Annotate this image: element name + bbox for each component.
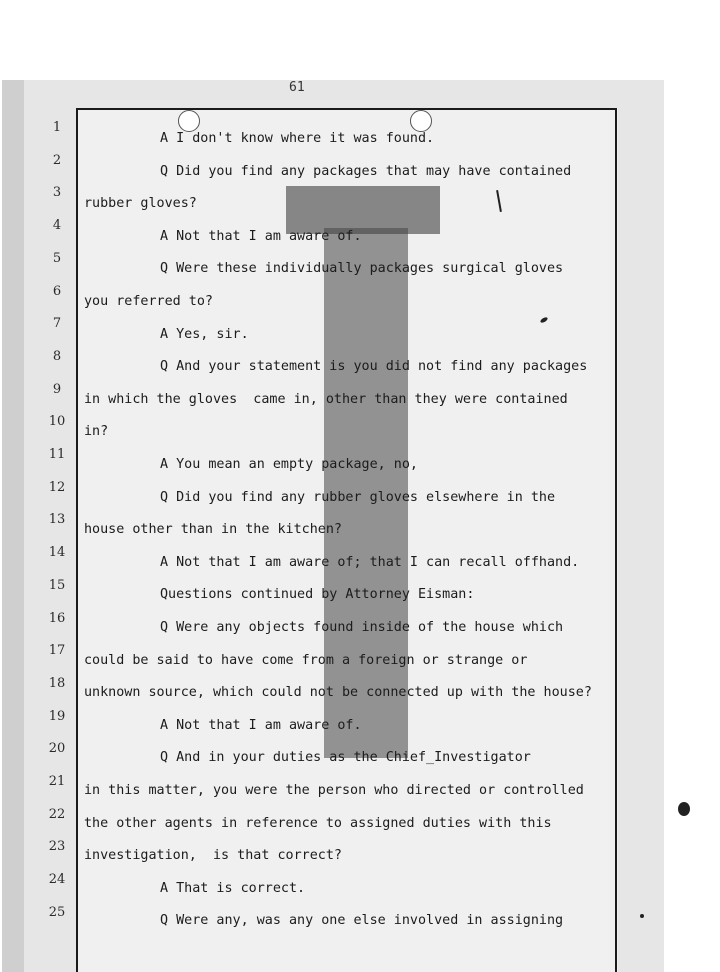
line-number: 3 xyxy=(52,185,62,201)
line-number: 23 xyxy=(48,839,66,855)
punch-hole-left xyxy=(178,110,200,132)
line-number: 22 xyxy=(48,806,66,822)
transcript-line: Questions continued by Attorney Eisman: xyxy=(160,587,475,603)
punch-hole-right xyxy=(410,110,432,132)
transcript-line: A You mean an empty package, no, xyxy=(160,457,418,472)
transcript-line: Q And your statement is you did not find any packages xyxy=(160,359,588,375)
ink-speck xyxy=(640,914,644,918)
line-number: 8 xyxy=(52,348,62,364)
line-number: 4 xyxy=(52,218,62,234)
line-number: 13 xyxy=(48,512,66,528)
line-number: 14 xyxy=(48,545,66,561)
line-number: 20 xyxy=(48,741,66,757)
transcript-line: Q Did you find any packages that may have contained xyxy=(160,163,572,179)
transcript-line: investigation, is that correct? xyxy=(84,848,342,864)
transcript-line: could be said to have come from a foreign or strange or xyxy=(84,652,528,668)
page-border-left xyxy=(76,108,78,972)
transcript-line: the other agents in reference to assigned duties with this xyxy=(84,815,552,831)
line-number: 21 xyxy=(48,774,66,789)
line-number: 25 xyxy=(48,904,66,920)
transcript-line: A Yes, sir. xyxy=(160,326,249,342)
line-number: 1 xyxy=(52,120,62,135)
photocopy-shadow-top xyxy=(286,186,440,234)
transcript-line: A I don't know where it was found. xyxy=(160,131,435,146)
line-number: 17 xyxy=(48,643,66,659)
transcript-line: house other than in the kitchen? xyxy=(84,522,342,538)
transcript-line: unknown source, which could not be connected up with the house? xyxy=(84,685,592,701)
page-border-right xyxy=(615,108,617,972)
transcript-line: Q Were any objects found inside of the house which xyxy=(160,620,564,635)
transcript-line: Q Did you find any rubber gloves elsewhere in the xyxy=(160,489,556,505)
page-number: 61 xyxy=(289,80,305,95)
line-number: 12 xyxy=(48,479,66,495)
line-number: 10 xyxy=(48,414,66,430)
transcript-line: A Not that I am aware of; that I can recall offhand. xyxy=(160,554,580,570)
line-number: 24 xyxy=(48,872,66,888)
line-number: 9 xyxy=(52,381,62,397)
line-number: 11 xyxy=(48,447,66,462)
transcript-line: A That is correct. xyxy=(160,880,306,896)
page-border-top xyxy=(76,108,617,110)
transcript-line: Q And in your duties as the Chief_Investigator xyxy=(160,750,531,766)
binding-shadow xyxy=(2,80,24,972)
transcript-line: A Not that I am aware of. xyxy=(160,228,362,244)
transcript-line: in which the gloves came in, other than they were contained xyxy=(84,391,568,407)
line-number: 15 xyxy=(48,577,66,593)
transcript-line: A Not that I am aware of. xyxy=(160,717,362,733)
transcript-line: Q Were any, was any one else involved in assigning xyxy=(160,913,564,929)
line-number: 2 xyxy=(52,152,62,168)
line-number: 5 xyxy=(52,250,62,266)
line-number: 6 xyxy=(52,283,62,299)
transcript-line: you referred to? xyxy=(84,294,213,309)
line-number: 18 xyxy=(48,675,66,691)
transcript-line: Q Were these individually packages surgical gloves xyxy=(160,261,564,277)
line-number: 16 xyxy=(48,610,66,626)
transcript-line: rubber gloves? xyxy=(84,196,197,212)
line-number: 7 xyxy=(52,316,62,332)
ink-speck xyxy=(678,802,690,816)
line-number: 19 xyxy=(48,708,66,724)
transcript-line: in this matter, you were the person who directed or controlled xyxy=(84,783,584,798)
transcript-line: in? xyxy=(84,424,109,440)
